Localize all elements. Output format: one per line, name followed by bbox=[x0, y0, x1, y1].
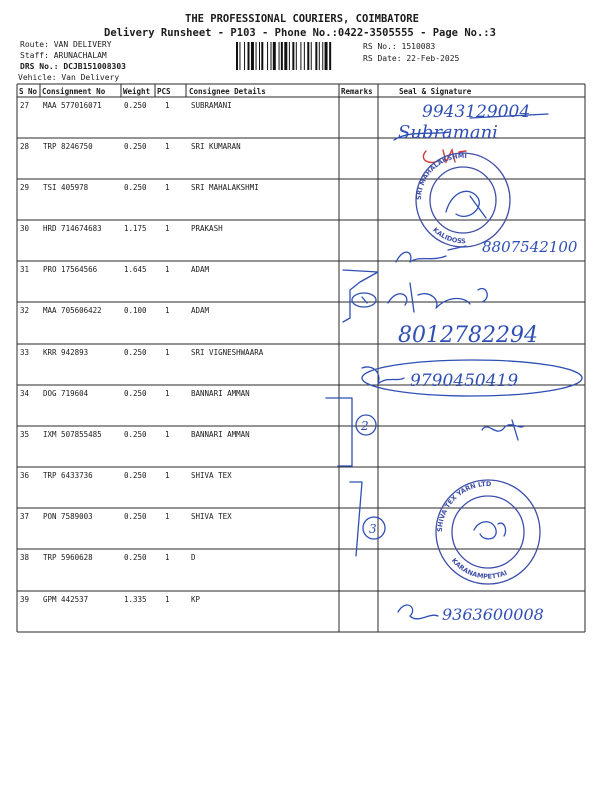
table-cell-wt: 0.250 bbox=[124, 512, 147, 521]
handwritten-phone-2: 8807542100 bbox=[482, 238, 578, 256]
signature-row-30 bbox=[396, 238, 578, 262]
svg-text:KALIDOSS bbox=[431, 226, 466, 245]
remark-mark-2 bbox=[326, 398, 376, 466]
staff-label: Staff: ARUNACHALAM bbox=[20, 51, 107, 60]
table-cell-name: BANNARI AMMAN bbox=[191, 430, 250, 439]
table-cell-wt: 0.100 bbox=[124, 306, 147, 315]
table-cell-name: SRI KUMARAN bbox=[191, 142, 241, 151]
table-cell-pcs: 1 bbox=[165, 183, 170, 192]
seal-text-1-bottom: KALIDOSS bbox=[431, 225, 466, 246]
table-cell-pcs: 1 bbox=[165, 595, 170, 604]
column-header: Weight bbox=[123, 87, 151, 96]
column-header: Remarks bbox=[341, 87, 373, 96]
route-label: Route: VAN DELIVERY bbox=[20, 40, 112, 49]
table-cell-name: KP bbox=[191, 595, 201, 604]
column-header: Consignee Details bbox=[189, 87, 266, 96]
table-cell-wt: 1.335 bbox=[124, 595, 147, 604]
table-cell-sno: 36 bbox=[20, 471, 30, 480]
runsheet-title: THE PROFESSIONAL COURIERS, COIMBATORE bbox=[185, 13, 419, 25]
table-cell-cons: GPM 442537 bbox=[43, 595, 89, 604]
column-header: Seal & Signature bbox=[399, 87, 472, 96]
table-cell-pcs: 1 bbox=[165, 265, 170, 274]
table-cell-sno: 27 bbox=[20, 101, 30, 110]
table-cell-sno: 31 bbox=[20, 265, 30, 274]
seal-text-2-top: SHIVA TEX YARN LTD bbox=[435, 479, 492, 533]
table-cell-wt: 0.250 bbox=[124, 348, 147, 357]
rs-number: RS No.: 1510083 bbox=[363, 42, 436, 51]
seal-shiva-tex bbox=[436, 480, 540, 584]
table-cell-wt: 1.175 bbox=[124, 224, 147, 233]
table-cell-name: SUBRAMANI bbox=[191, 101, 232, 110]
table-cell-pcs: 1 bbox=[165, 512, 170, 521]
handwritten-phone-5: 9363600008 bbox=[442, 605, 544, 624]
table-cell-pcs: 1 bbox=[165, 348, 170, 357]
table-cell-name: SRI VIGNESHWAARA bbox=[191, 348, 264, 357]
table-cell-name: PRAKASH bbox=[191, 224, 223, 233]
table-cell-wt: 0.250 bbox=[124, 389, 147, 398]
vehicle-label: Vehicle: Van Delivery bbox=[18, 73, 120, 82]
table-cell-cons: TRP 5960628 bbox=[43, 553, 93, 562]
remark-mark-1 bbox=[343, 270, 378, 322]
table-cell-cons: MAA 577016071 bbox=[43, 101, 102, 110]
table-cell-name: ADAM bbox=[191, 265, 210, 274]
table-cell-pcs: 1 bbox=[165, 553, 170, 562]
table-cell-wt: 0.250 bbox=[124, 471, 147, 480]
table-cell-cons: MAA 705606422 bbox=[43, 306, 102, 315]
runsheet-subtitle: Delivery Runsheet - P103 - Phone No.:0422-3505555 - Page No.:3 bbox=[104, 27, 496, 39]
table-cell-name: SRI MAHALAKSHMI bbox=[191, 183, 259, 192]
rs-date: RS Date: 22-Feb-2025 bbox=[363, 54, 460, 63]
table-cell-cons: KRR 942893 bbox=[43, 348, 89, 357]
column-header: S No bbox=[19, 87, 38, 96]
table-cell-sno: 32 bbox=[20, 306, 30, 315]
table-cell-pcs: 1 bbox=[165, 389, 170, 398]
table-cell-sno: 33 bbox=[20, 348, 30, 357]
table-cell-sno: 34 bbox=[20, 389, 30, 398]
table-cell-cons: PRO 17564566 bbox=[43, 265, 98, 274]
handwritten-phone-4: 9790450419 bbox=[410, 371, 519, 391]
table-grid bbox=[17, 84, 585, 632]
drs-number: DRS No.: DCJB151008303 bbox=[20, 62, 126, 71]
table-cell-sno: 35 bbox=[20, 430, 30, 439]
signature-row-35 bbox=[482, 420, 524, 440]
table-cell-name: D bbox=[191, 553, 196, 562]
table-cell-sno: 29 bbox=[20, 183, 30, 192]
seal-sri-mahalakshmi bbox=[415, 152, 510, 247]
table-cell-sno: 28 bbox=[20, 142, 30, 151]
remark-number-2: 2 bbox=[361, 419, 369, 433]
table-cell-wt: 1.645 bbox=[124, 265, 147, 274]
signature-row-39 bbox=[398, 605, 544, 624]
table-cell-sno: 30 bbox=[20, 224, 30, 233]
table-cell-wt: 0.250 bbox=[124, 183, 147, 192]
handwritten-phone-3: 8012782294 bbox=[398, 323, 538, 348]
svg-text:KARANAMPETTAI bbox=[450, 557, 508, 581]
table-cell-pcs: 1 bbox=[165, 142, 170, 151]
table-cell-wt: 0.250 bbox=[124, 142, 147, 151]
table-cell-pcs: 1 bbox=[165, 101, 170, 110]
signature-row-33 bbox=[362, 360, 582, 396]
handwritten-phone-1: 9943129004 bbox=[422, 102, 531, 122]
seal-text-1-top: SRI MAHALAKSHMI bbox=[414, 151, 468, 201]
table-cell-pcs: 1 bbox=[165, 224, 170, 233]
table-cell-cons: TRP 6433736 bbox=[43, 471, 93, 480]
table-cell-sno: 37 bbox=[20, 512, 30, 521]
table-cell-cons: TSI 405978 bbox=[43, 183, 89, 192]
table-cell-sno: 38 bbox=[20, 553, 30, 562]
table-cell-name: SHIVA TEX bbox=[191, 471, 232, 480]
signature-row-27 bbox=[394, 102, 548, 143]
remark-mark-3 bbox=[350, 482, 385, 556]
table-cell-wt: 0.250 bbox=[124, 430, 147, 439]
table-cell-cons: HRD 714674683 bbox=[43, 224, 102, 233]
table-cell-name: BANNARI AMMAN bbox=[191, 389, 250, 398]
table-cell-sno: 39 bbox=[20, 595, 30, 604]
signature-row-32 bbox=[388, 283, 538, 348]
table-cell-cons: DOG 719604 bbox=[43, 389, 89, 398]
handwritten-signature-1: Subramani bbox=[398, 122, 498, 143]
table-cell-wt: 0.250 bbox=[124, 101, 147, 110]
column-header: Consignment No bbox=[42, 87, 106, 96]
table-cell-cons: PON 7589003 bbox=[43, 512, 93, 521]
table-cell-wt: 0.250 bbox=[124, 553, 147, 562]
remark-number-3: 3 bbox=[369, 522, 377, 536]
table-cell-cons: TRP 8246750 bbox=[43, 142, 93, 151]
seal-text-2-bottom: KARANAMPETTAI bbox=[449, 556, 509, 581]
table-cell-name: SHIVA TEX bbox=[191, 512, 232, 521]
table-cell-pcs: 1 bbox=[165, 471, 170, 480]
table-cell-pcs: 1 bbox=[165, 306, 170, 315]
column-header: PCS bbox=[157, 87, 171, 96]
table-cell-cons: IXM 507855485 bbox=[43, 430, 102, 439]
table-cell-name: ADAM bbox=[191, 306, 210, 315]
table-cell-pcs: 1 bbox=[165, 430, 170, 439]
